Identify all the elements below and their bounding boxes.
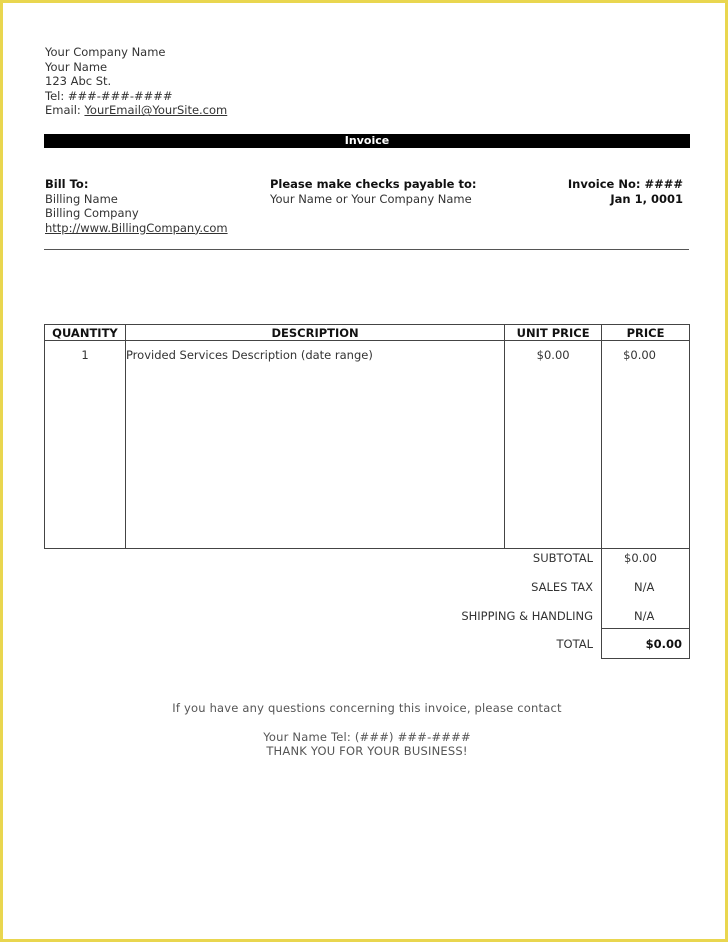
header-quantity: QUANTITY [45,325,126,341]
shipping-row [3,601,728,630]
cell-quantity: 1 [45,341,126,549]
section-divider [44,249,689,250]
subtotal-row [3,543,728,572]
billing-company: Billing Company [45,206,139,221]
billing-name: Billing Name [45,191,118,206]
invoice-meta [568,177,683,206]
header-price: PRICE [602,325,690,341]
payable-value: Your Name or Your Company Name [270,191,472,206]
subtotal-value: $0.00 [624,551,657,565]
footer-contact: Your Name Tel: (###) ###-#### [263,730,471,744]
sender-email-link[interactable]: YourEmail@YourSite.com [84,103,228,118]
sales-tax-label: SALES TAX [531,580,593,594]
shipping-value: N/A [634,609,655,623]
total-box [601,628,690,659]
subtotal-label: SUBTOTAL [532,551,593,565]
total-value: $0.00 [645,637,682,651]
bill-to-block [45,177,228,235]
sender-address: 123 Abc St. [45,74,112,89]
sender-tel: Tel: ###-###-#### [45,88,173,103]
sender-block [45,45,227,118]
header-description: DESCRIPTION [125,325,504,341]
sender-email-row [45,103,227,118]
payable-label: Please make checks payable to: [270,177,477,191]
table-header-row [45,325,690,341]
cell-unit-price: $0.00 [505,341,602,549]
sender-email-label: Email: [45,103,85,118]
total-label: TOTAL [556,637,593,651]
invoice-title-banner: Invoice [44,134,690,148]
cell-description: Provided Services Description (date range) [125,341,504,549]
sender-company: Your Company Name [45,45,166,59]
shipping-label: SHIPPING & HANDLING [461,609,593,623]
table-row [45,341,690,549]
footer-thanks: THANK YOU FOR YOUR BUSINESS! [266,744,468,758]
cell-price: $0.00 [602,341,690,549]
invoice-number: Invoice No: #### [567,177,683,191]
sales-tax-value: N/A [634,580,655,594]
payable-block [270,177,476,206]
sales-tax-row [3,572,728,601]
header-unit-price: UNIT PRICE [505,325,602,341]
bill-to-label: Bill To: [45,177,89,191]
line-items-table [44,324,690,549]
invoice-date: Jan 1, 0001 [610,191,683,206]
billing-url-link[interactable]: http://www.BillingCompany.com [45,220,228,235]
footer-questions: If you have any questions concerning this invoice, please contact [172,701,562,715]
sender-name: Your Name [45,59,108,74]
